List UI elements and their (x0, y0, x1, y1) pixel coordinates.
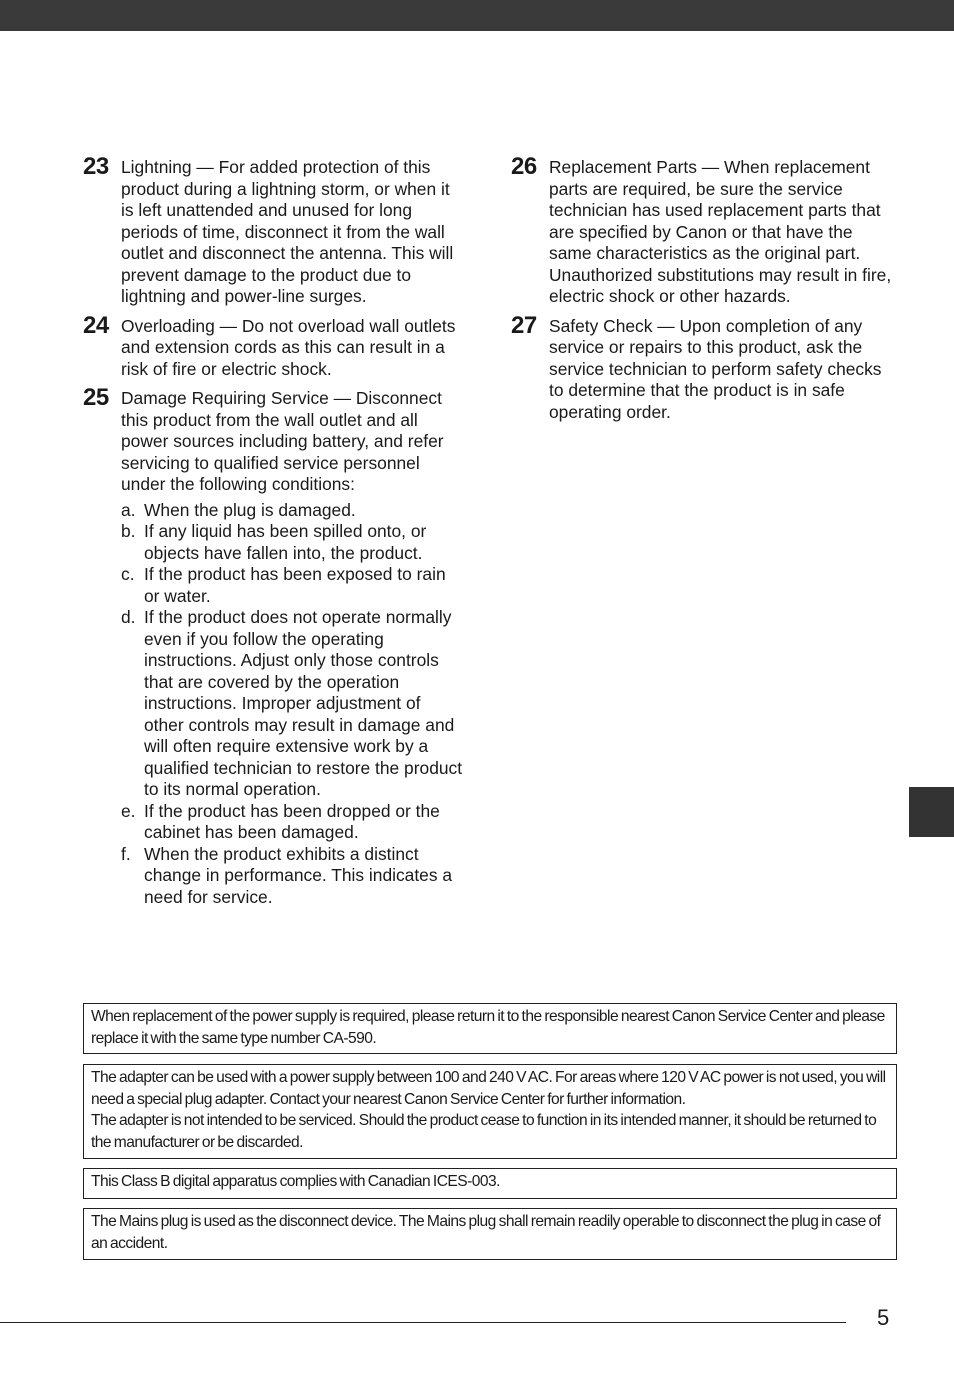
condition-item (121, 521, 463, 564)
notice-text: The Mains plug is used as the disconnect device. The Mains plug shall remain readily operable to disconnect the plug in case of an accident. (91, 1213, 881, 1252)
condition-text: If the product has been dropped or the cabinet has been damaged. (144, 800, 440, 842)
right-column (511, 153, 893, 431)
item-text: Safety Check — Upon completion of any service or repairs to this product, ask the service technician to perform safety checks to determine that the product is in safe operating order. (549, 315, 882, 422)
instruction-item-25 (83, 384, 463, 908)
page-number: 5 (877, 1305, 890, 1330)
notice-text: The adapter can be used with a power supply between 100 and 240 V AC. For areas where 120 V AC power is not used, you will need a special plug adapter. Contact your nearest Canon Service Center for further information. (91, 1069, 886, 1108)
item-text: Lightning — For added protection of this product during a lightning storm, or when it is left unattended and unused for long periods of time, disconnect it from the wall outlet and disconnect the antenna. This will prevent damage to the product due to lightning and power-line surges. (121, 157, 454, 306)
condition-text: When the plug is damaged. (144, 499, 356, 520)
instruction-item-24 (83, 311, 463, 381)
item-number: 27 (511, 311, 537, 339)
condition-item (121, 607, 463, 801)
condition-item (121, 564, 463, 607)
item-text: Replacement Parts — When replacement parts are required, be sure the service technician has used replacement parts that are specified by Canon or that have the same characteristics as the original part. Unauthorized substitutions may result in fire, electric shock or other hazards. (549, 157, 892, 306)
footer-rule (0, 1322, 846, 1323)
notice-text: The adapter is not intended to be serviced. Should the product cease to function in its intended manner, it should be returned to the manufacturer or be discarded. (91, 1112, 877, 1151)
section-tab (909, 787, 954, 837)
condition-text: When the product exhibits a distinct change in performance. This indicates a need for service. (144, 843, 453, 907)
item-text: Damage Requiring Service — Disconnect this product from the wall outlet and all power sources including battery, and refer servicing to qualified service personnel under the following conditions: (121, 388, 444, 494)
condition-list (121, 500, 463, 909)
notice-box-power-supply (83, 1003, 897, 1054)
notice-box-class-b (83, 1168, 897, 1199)
condition-text: If the product has been exposed to rain or water. (144, 564, 446, 606)
header-bar (0, 0, 954, 31)
notice-text: When replacement of the power supply is required, please return it to the responsible nearest Canon Service Center and please replace it with the same type number CA-590. (91, 1008, 885, 1047)
notice-text: This Class B digital apparatus complies with Canadian ICES-003. (91, 1173, 500, 1190)
condition-letter: a. (121, 499, 136, 520)
condition-item (121, 844, 463, 909)
item-number: 26 (511, 153, 537, 180)
condition-item (121, 500, 463, 522)
notice-box-adapter (83, 1064, 897, 1159)
condition-letter: e. (121, 800, 136, 821)
condition-letter: c. (121, 564, 135, 584)
instruction-item-26 (511, 153, 893, 308)
condition-letter: b. (121, 521, 136, 541)
condition-text: If any liquid has been spilled onto, or objects have fallen into, the product. (144, 521, 427, 563)
condition-letter: f. (121, 843, 131, 864)
instruction-item-23 (83, 153, 463, 308)
item-number: 24 (83, 311, 109, 339)
item-number: 25 (83, 384, 109, 411)
notice-box-mains-plug (83, 1208, 897, 1260)
item-text: Overloading — Do not overload wall outlets and extension cords as this can result in a risk of fire or electric shock. (121, 315, 456, 379)
condition-text: If the product does not operate normally even if you follow the operating instructions. Adjust only those controls that are covered by the operation instructions. Improper adjustment of other controls may result in damage and will often require extensive work by a qualified technician to restore the product to its normal operation. (144, 607, 463, 799)
instruction-item-27 (511, 311, 893, 424)
condition-letter: d. (121, 607, 136, 627)
item-number: 23 (83, 153, 109, 180)
condition-item (121, 801, 463, 844)
left-column (83, 153, 463, 916)
